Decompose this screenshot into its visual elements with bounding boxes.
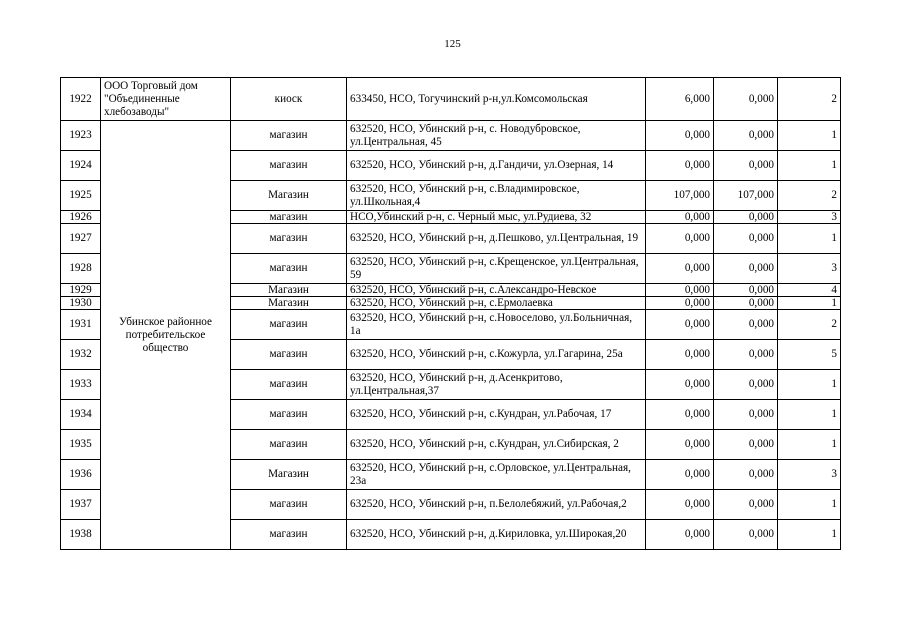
object-type: магазин: [231, 370, 347, 400]
value-2: 0,000: [714, 78, 778, 121]
object-type: магазин: [231, 340, 347, 370]
value-2: 0,000: [714, 490, 778, 520]
address: 632520, НСО, Убинский р-н, с.Крещенское, ул.Центральная, 59: [347, 254, 646, 284]
value-3: 1: [778, 224, 841, 254]
value-1: 0,000: [646, 211, 714, 224]
object-type: Магазин: [231, 284, 347, 297]
address: 632520, НСО, Убинский р-н, с.Орловское, ул.Центральная, 23а: [347, 460, 646, 490]
object-type: Магазин: [231, 460, 347, 490]
value-2: 0,000: [714, 430, 778, 460]
row-number: 1924: [61, 151, 101, 181]
value-2: 0,000: [714, 297, 778, 310]
value-1: 0,000: [646, 370, 714, 400]
value-3: 1: [778, 151, 841, 181]
value-1: 0,000: [646, 490, 714, 520]
value-3: 1: [778, 370, 841, 400]
value-2: 0,000: [714, 151, 778, 181]
row-number: 1931: [61, 310, 101, 340]
row-number: 1929: [61, 284, 101, 297]
row-number: 1936: [61, 460, 101, 490]
row-number: 1935: [61, 430, 101, 460]
value-3: 1: [778, 297, 841, 310]
value-2: 0,000: [714, 254, 778, 284]
value-3: 1: [778, 520, 841, 550]
value-2: 0,000: [714, 310, 778, 340]
page-number: 125: [444, 38, 461, 50]
address: 632520, НСО, Убинский р-н, с. Новодубровское, ул.Центральная, 45: [347, 121, 646, 151]
value-3: 2: [778, 78, 841, 121]
address: НСО,Убинский р-н, с. Черный мыс, ул.Рудиева, 32: [347, 211, 646, 224]
table-row: [61, 121, 841, 151]
value-3: 1: [778, 121, 841, 151]
value-3: 2: [778, 310, 841, 340]
address: 632520, НСО, Убинский р-н, д.Асенкритово, ул.Центральная,37: [347, 370, 646, 400]
address: 632520, НСО, Убинский р-н, д.Кириловка, ул.Широкая,20: [347, 520, 646, 550]
value-2: 0,000: [714, 121, 778, 151]
object-type: магазин: [231, 224, 347, 254]
value-1: 0,000: [646, 254, 714, 284]
address: 632520, НСО, Убинский р-н, с.Владимировское, ул.Школьная,4: [347, 181, 646, 211]
address: 632520, НСО, Убинский р-н, с.Новоселово, ул.Больничная, 1а: [347, 310, 646, 340]
value-2: 0,000: [714, 211, 778, 224]
address: 632520, НСО, Убинский р-н, с.Александро-Невское: [347, 284, 646, 297]
value-3: 3: [778, 460, 841, 490]
object-type: магазин: [231, 490, 347, 520]
value-3: 1: [778, 400, 841, 430]
value-1: 0,000: [646, 340, 714, 370]
object-type: Магазин: [231, 181, 347, 211]
object-type: магазин: [231, 310, 347, 340]
value-2: 0,000: [714, 224, 778, 254]
row-number: 1922: [61, 78, 101, 121]
value-3: 5: [778, 340, 841, 370]
address: 632520, НСО, Убинский р-н, п.Белолебяжий, ул.Рабочая,2: [347, 490, 646, 520]
value-1: 107,000: [646, 181, 714, 211]
object-type: магазин: [231, 400, 347, 430]
value-2: 0,000: [714, 400, 778, 430]
address: 632520, НСО, Убинский р-н, с.Ермолаевка: [347, 297, 646, 310]
row-number: 1926: [61, 211, 101, 224]
object-type: Магазин: [231, 297, 347, 310]
value-1: 0,000: [646, 310, 714, 340]
object-type: киоск: [231, 78, 347, 121]
address: 632520, НСО, Убинский р-н, д.Пешково, ул.Центральная, 19: [347, 224, 646, 254]
value-2: 0,000: [714, 340, 778, 370]
value-3: 3: [778, 254, 841, 284]
row-number: 1927: [61, 224, 101, 254]
row-number: 1923: [61, 121, 101, 151]
value-3: 4: [778, 284, 841, 297]
value-2: 0,000: [714, 370, 778, 400]
row-number: 1933: [61, 370, 101, 400]
value-2: 0,000: [714, 520, 778, 550]
value-3: 3: [778, 211, 841, 224]
value-3: 1: [778, 490, 841, 520]
address: 632520, НСО, Убинский р-н, с.Кожурла, ул.Гагарина, 25а: [347, 340, 646, 370]
organization-name: ООО Торговый дом "Объединенные хлебозаводы": [101, 78, 231, 121]
value-3: 2: [778, 181, 841, 211]
address: 633450, НСО, Тогучинский р-н,ул.Комсомольская: [347, 78, 646, 121]
registry-table: [60, 77, 841, 550]
value-1: 0,000: [646, 430, 714, 460]
value-1: 0,000: [646, 121, 714, 151]
value-1: 0,000: [646, 224, 714, 254]
value-1: 0,000: [646, 151, 714, 181]
object-type: магазин: [231, 254, 347, 284]
value-2: 0,000: [714, 460, 778, 490]
value-1: 0,000: [646, 284, 714, 297]
object-type: магазин: [231, 211, 347, 224]
row-number: 1932: [61, 340, 101, 370]
object-type: магазин: [231, 151, 347, 181]
value-2: 107,000: [714, 181, 778, 211]
row-number: 1937: [61, 490, 101, 520]
table-row: [61, 78, 841, 121]
row-number: 1925: [61, 181, 101, 211]
address: 632520, НСО, Убинский р-н, д.Гандичи, ул.Озерная, 14: [347, 151, 646, 181]
value-1: 0,000: [646, 520, 714, 550]
row-number: 1930: [61, 297, 101, 310]
value-2: 0,000: [714, 284, 778, 297]
row-number: 1928: [61, 254, 101, 284]
value-1: 6,000: [646, 78, 714, 121]
organization-name: Убинское районное потребительское общество: [101, 121, 231, 550]
value-1: 0,000: [646, 297, 714, 310]
address: 632520, НСО, Убинский р-н, с.Кундран, ул.Сибирская, 2: [347, 430, 646, 460]
value-1: 0,000: [646, 460, 714, 490]
object-type: магазин: [231, 121, 347, 151]
address: 632520, НСО, Убинский р-н, с.Кундран, ул.Рабочая, 17: [347, 400, 646, 430]
value-3: 1: [778, 430, 841, 460]
object-type: магазин: [231, 430, 347, 460]
row-number: 1938: [61, 520, 101, 550]
row-number: 1934: [61, 400, 101, 430]
value-1: 0,000: [646, 400, 714, 430]
object-type: магазин: [231, 520, 347, 550]
